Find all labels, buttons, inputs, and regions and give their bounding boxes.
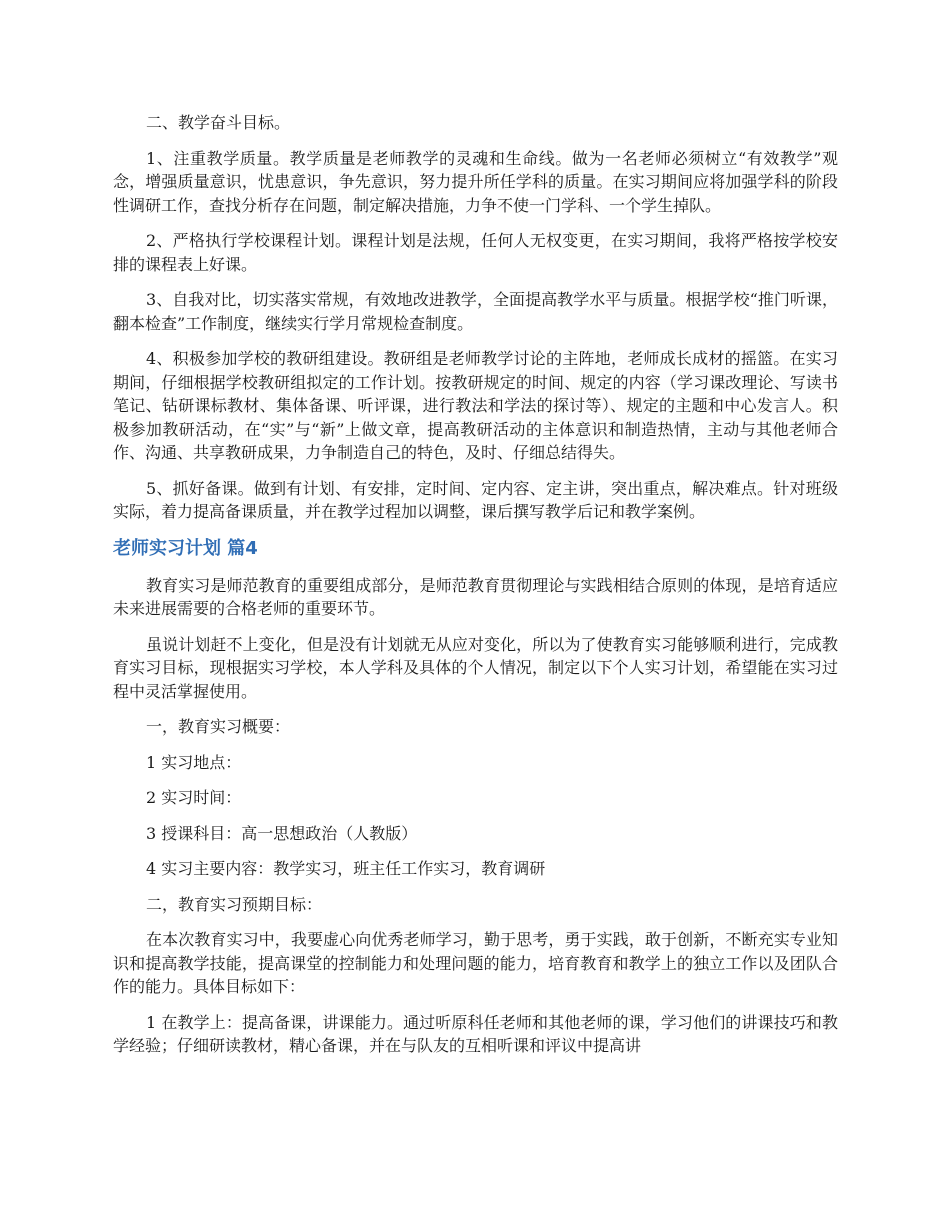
paragraph-goal-4: 4、积极参加学校的教研组建设。教研组是老师教学讨论的主阵地，老师成长成材的摇篮。在实习期间，仔细根据学校教研组拟定的工作计划。按教研规定的时间、规定的内容（学习课改理论、写读书笔记、钻研课标教材、集体备课、听评课，进行教法和学法的探讨等）、规定的主题和中心发言人。积极参加教研活动，在“实”与“新”上做文章，提高教研活动的主体意识和制造热情，主动与其他老师合作、沟通、共享教研成果，力争制造自己的特色，及时、仔细总结得失。: [113, 349, 838, 462]
paragraph-expected-goals: 在本次教育实习中，我要虚心向优秀老师学习，勤于思考，勇于实践，敢于创新，不断充实专业知识和提高教学技能，提高课堂的控制能力和处理问题的能力，培育教育和教学上的独立工作以及团队合作的能力。具体目标如下：: [113, 930, 838, 996]
paragraph-goal-2: 2、严格执行学校课程计划。课程计划是法规，任何人无权变更，在实习期间，我将严格按学校安排的课程表上好课。: [113, 231, 838, 274]
paragraph-goal-1: 1、注重教学质量。教学质量是老师教学的灵魂和生命线。做为一名老师必须树立“有效教学”观念，增强质量意识，忧患意识，争先意识，努力提升所任学科的质量。在实习期间应将加强学科的阶段性调研工作，查找分析存在问题，制定解决措施，力争不使一门学科、一个学生掉队。: [113, 148, 838, 215]
document-body: [113, 111, 838, 1070]
paragraph-goals-title: 二、教学奋斗目标。: [146, 113, 291, 132]
paragraph-expected-goals-title: 二，教育实习预期目标：: [146, 894, 323, 914]
paragraph-content: 4 实习主要内容：教学实习，班主任工作实习，教育调研: [146, 859, 546, 878]
section-heading: 老师实习计划 篇4: [113, 537, 258, 559]
paragraph-goal-3: 3、自我对比，切实落实常规，有效地改进教学，全面提高教学水平与质量。根据学校“推门听课，翻本检查”工作制度，继续实行学月常规检查制度。: [113, 290, 838, 333]
paragraph-intro: 教育实习是师范教育的重要组成部分，是师范教育贯彻理论与实践相结合原则的体现，是培育适应未来进展需要的合格老师的重要环节。: [113, 575, 838, 618]
paragraph-subject: 3 授课科目：高一思想政治（人教版）: [146, 823, 418, 843]
paragraph-overview-title: 一，教育实习概要：: [146, 717, 291, 736]
paragraph-teaching-goal: 1 在教学上：提高备课，讲课能力。通过听原科任老师和其他老师的课，学习他们的讲课技巧和教学经验；仔细研读教材，精心备课，并在与队友的互相听课和评议中提高讲: [113, 1012, 838, 1055]
paragraph-plan-reason: 虽说计划赶不上变化，但是没有计划就无从应对变化，所以为了使教育实习能够顺利进行，完成教育实习目标，现根据实习学校，本人学科及具体的个人情况，制定以下个人实习计划，希望能在实习过程中灵活掌握使用。: [113, 634, 838, 701]
paragraph-location: 1 实习地点：: [146, 752, 242, 772]
paragraph-goal-5: 5、抓好备课。做到有计划、有安排，定时间、定内容、定主讲，突出重点，解决难点。针对班级实际，着力提高备课质量，并在教学过程加以调整，课后撰写教学后记和教学案例。: [113, 478, 838, 521]
paragraph-time: 2 实习时间：: [146, 788, 242, 807]
